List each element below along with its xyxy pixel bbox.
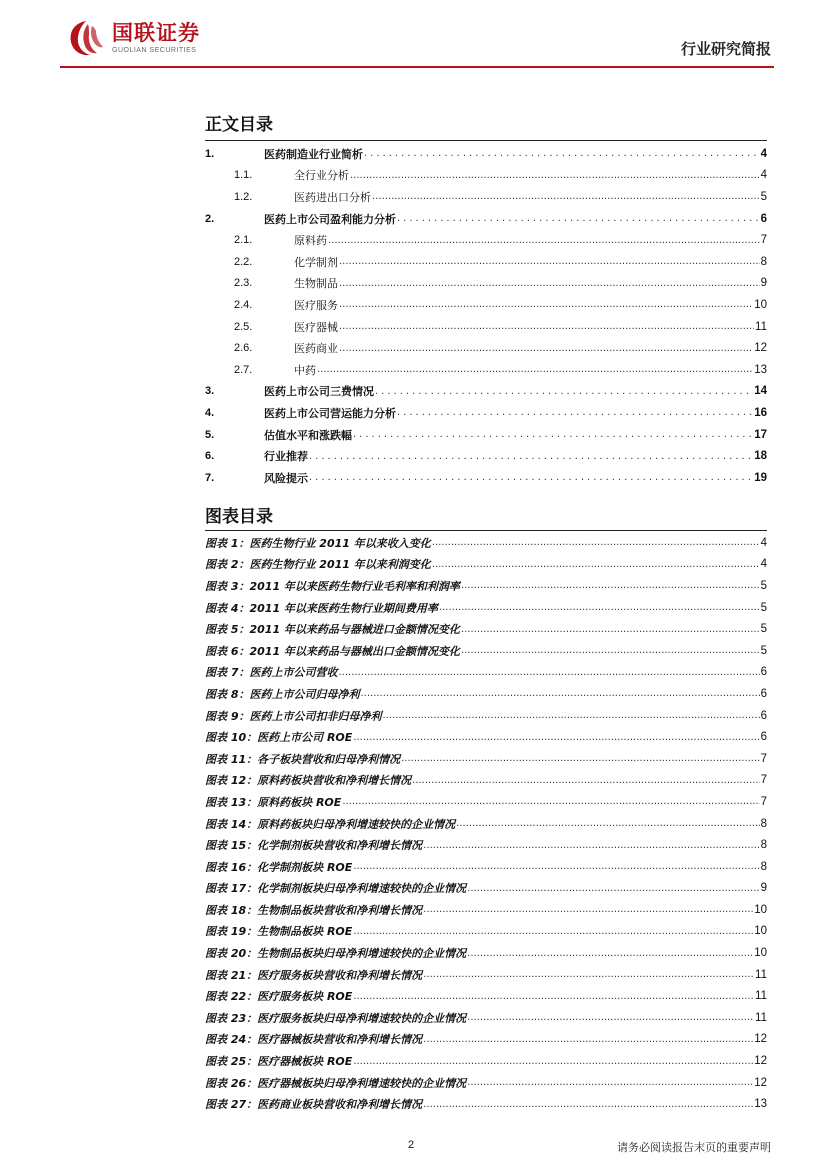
entry-label[interactable]: 原料药 (294, 234, 327, 248)
entry-label[interactable]: 图表 5：2011 年以来药品与器械进口金额情况变化 (205, 623, 460, 637)
entry-page-number: 8 (760, 817, 767, 830)
entry-page-number: 4 (760, 169, 767, 182)
entry-page-number: 9 (760, 277, 767, 290)
entry-page-number: 12 (754, 1033, 767, 1046)
entry-page-number: 5 (760, 601, 767, 614)
toc-chapter-entry[interactable] (205, 445, 767, 467)
dot-leader (423, 1099, 753, 1110)
dot-leader (467, 1077, 753, 1088)
dot-leader (353, 1056, 753, 1067)
figure-entry[interactable] (205, 597, 767, 619)
toc-chapter-entry[interactable] (205, 402, 767, 424)
entry-page-number: 8 (760, 839, 767, 852)
entry-label[interactable]: 医药上市公司三费情况 (264, 385, 374, 399)
entry-page-number: 11 (755, 968, 767, 981)
guolian-logo-icon (66, 18, 106, 58)
entry-page-number: 7 (760, 795, 767, 808)
entry-label[interactable]: 风险提示 (264, 471, 308, 485)
header-divider (60, 66, 774, 68)
entry-page-number: 11 (755, 1011, 767, 1024)
entry-page-number: 10 (754, 903, 767, 916)
dot-leader (467, 883, 759, 894)
dot-leader (339, 299, 753, 310)
figure-entry[interactable] (205, 1050, 767, 1072)
entry-number: 1.2. (234, 190, 253, 203)
entry-page-number: 8 (760, 255, 767, 268)
dot-leader (397, 407, 753, 418)
figures-title: 图表目录 (205, 507, 273, 527)
entry-label[interactable]: 图表 24：医疗器械板块营收和净利增长情况 (205, 1033, 423, 1047)
figure-entry[interactable] (205, 985, 767, 1007)
figure-entry[interactable] (205, 921, 767, 943)
dot-leader (439, 602, 760, 613)
entry-label[interactable]: 图表 4：2011 年以来医药生物行业期间费用率 (205, 601, 438, 615)
entry-page-number: 4 (760, 536, 767, 549)
page-number: 2 (408, 1139, 415, 1151)
dot-leader (353, 732, 759, 743)
toc-title: 正文目录 (205, 115, 273, 135)
entry-page-number: 19 (754, 471, 767, 484)
entry-page-number: 12 (754, 1076, 767, 1089)
figure-entry[interactable] (205, 834, 767, 856)
toc-section-entry[interactable] (205, 186, 767, 208)
entry-page-number: 18 (754, 450, 767, 463)
entry-number: 4. (205, 406, 215, 419)
entry-number: 1. (205, 147, 215, 160)
toc-chapter-entry[interactable] (205, 143, 767, 165)
figure-entry[interactable] (205, 1072, 767, 1094)
figure-entry[interactable] (205, 791, 767, 813)
figure-entry[interactable] (205, 532, 767, 554)
entry-label[interactable]: 图表 8：医药上市公司归母净利 (205, 687, 360, 701)
entry-page-number: 6 (760, 666, 767, 679)
dot-leader (432, 537, 760, 548)
entry-page-number: 5 (760, 644, 767, 657)
entry-label[interactable]: 医疗服务 (294, 298, 338, 312)
toc-section-entry[interactable] (205, 294, 767, 316)
dot-leader (461, 580, 760, 591)
entry-label[interactable]: 图表 21：医疗服务板块营收和净利增长情况 (205, 968, 423, 982)
dot-leader (339, 343, 753, 354)
entry-label[interactable]: 图表 11：各子板块营收和归母净利情况 (205, 752, 401, 766)
toc-section-entry[interactable] (205, 229, 767, 251)
entry-page-number: 5 (760, 190, 767, 203)
entry-label[interactable]: 图表 25：医疗器械板块 ROE (205, 1055, 353, 1069)
entry-number: 2.2. (234, 255, 253, 268)
figure-entry[interactable] (205, 1093, 767, 1115)
dot-leader (401, 753, 759, 764)
figure-entry[interactable] (205, 662, 767, 684)
toc-divider (205, 140, 767, 141)
entry-label[interactable]: 图表 1：医药生物行业 2011 年以来收入变化 (205, 536, 431, 550)
disclaimer-note: 请务必阅读报告末页的重要声明 (617, 1141, 771, 1154)
entry-number: 5. (205, 428, 215, 441)
entry-label[interactable]: 图表 18：生物制品板块营收和净利增长情况 (205, 903, 423, 917)
toc-section-entry[interactable] (205, 165, 767, 187)
entry-label[interactable]: 生物制品 (294, 277, 338, 291)
toc-chapter-entry[interactable] (205, 467, 767, 489)
dot-leader (456, 818, 759, 829)
figure-entry[interactable] (205, 575, 767, 597)
dot-leader (364, 148, 760, 159)
entry-label[interactable]: 估值水平和涨跌幅 (264, 428, 352, 442)
dot-leader (317, 364, 753, 375)
entry-page-number: 4 (760, 558, 767, 571)
toc-section-entry[interactable] (205, 337, 767, 359)
entry-label[interactable]: 图表 15：化学制剂板块营收和净利增长情况 (205, 839, 423, 853)
entry-label[interactable]: 中药 (294, 363, 316, 377)
entry-number: 7. (205, 471, 215, 484)
entry-label[interactable]: 图表 3：2011 年以来医药生物行业毛利率和利润率 (205, 579, 460, 593)
dot-leader (423, 1034, 753, 1045)
figure-entry[interactable] (205, 770, 767, 792)
entry-page-number: 4 (760, 147, 767, 160)
figure-entry[interactable] (205, 683, 767, 705)
figures-divider (205, 530, 767, 531)
entry-label[interactable]: 行业推荐 (264, 450, 308, 464)
toc-section-entry[interactable] (205, 316, 767, 338)
figure-entry[interactable] (205, 726, 767, 748)
dot-leader (353, 926, 753, 937)
dot-leader (328, 235, 760, 246)
dot-leader (339, 256, 760, 267)
entry-label[interactable]: 医药进出口分析 (294, 190, 371, 204)
figures-list (205, 532, 767, 1115)
entry-page-number: 6 (760, 212, 767, 225)
entry-number: 1.1. (234, 169, 253, 182)
toc-section-entry[interactable] (205, 359, 767, 381)
figure-entry[interactable] (205, 964, 767, 986)
figure-entry[interactable] (205, 705, 767, 727)
entry-label[interactable]: 图表 14：原料药板块归母净利增速较快的企业情况 (205, 817, 456, 831)
entry-label[interactable]: 图表 13：原料药板块 ROE (205, 795, 342, 809)
entry-page-number: 12 (754, 342, 767, 355)
dot-leader (339, 278, 760, 289)
entry-label[interactable]: 全行业分析 (294, 169, 349, 183)
page-header (0, 0, 827, 70)
entry-page-number: 6 (760, 709, 767, 722)
dot-leader (382, 710, 759, 721)
figure-entry[interactable] (205, 640, 767, 662)
dot-leader (372, 191, 760, 202)
entry-number: 2.3. (234, 277, 253, 290)
entry-label[interactable]: 图表 26：医疗器械板块归母净利增速较快的企业情况 (205, 1076, 467, 1090)
toc-chapter-entry[interactable] (205, 424, 767, 446)
entry-label[interactable]: 医药上市公司营运能力分析 (264, 406, 396, 420)
entry-number: 2.4. (234, 298, 253, 311)
entry-page-number: 7 (760, 774, 767, 787)
entry-number: 6. (205, 450, 215, 463)
entry-page-number: 5 (760, 579, 767, 592)
dot-leader (353, 991, 754, 1002)
dot-leader (423, 840, 759, 851)
entry-label[interactable]: 图表 22：医疗服务板块 ROE (205, 990, 353, 1004)
report-type-title: 行业研究简报 (680, 40, 771, 58)
entry-page-number: 9 (760, 882, 767, 895)
dot-leader (353, 429, 753, 440)
toc-section-entry[interactable] (205, 251, 767, 273)
dot-leader (339, 321, 754, 332)
entry-page-number: 17 (754, 428, 767, 441)
dot-leader (423, 904, 753, 915)
dot-leader (309, 472, 753, 483)
entry-label[interactable]: 图表 27：医药商业板块营收和净利增长情况 (205, 1098, 423, 1112)
dot-leader (432, 559, 760, 570)
entry-page-number: 8 (760, 860, 767, 873)
figure-entry[interactable] (205, 942, 767, 964)
logo-chinese-text: 国联证券 (112, 20, 200, 45)
entry-label[interactable]: 图表 12：原料药板块营收和净利增长情况 (205, 774, 412, 788)
entry-label[interactable]: 图表 7：医药上市公司营收 (205, 666, 338, 680)
dot-leader (397, 213, 760, 224)
logo-english-text: GUOLIAN SECURITIES (112, 46, 197, 54)
figure-entry[interactable] (205, 618, 767, 640)
dot-leader (467, 948, 753, 959)
entry-page-number: 7 (760, 234, 767, 247)
entry-page-number: 14 (754, 385, 767, 398)
dot-leader (467, 1012, 754, 1023)
dot-leader (461, 645, 760, 656)
entry-page-number: 6 (760, 687, 767, 700)
entry-label[interactable]: 医疗器械 (294, 320, 338, 334)
entry-label[interactable]: 图表 16：化学制剂板块 ROE (205, 860, 353, 874)
entry-number: 3. (205, 385, 215, 398)
dot-leader (360, 688, 759, 699)
entry-label[interactable]: 图表 10：医药上市公司 ROE (205, 731, 353, 745)
dot-leader (375, 386, 753, 397)
entry-label[interactable]: 图表 9：医药上市公司扣非归母净利 (205, 709, 382, 723)
entry-label[interactable]: 图表 6：2011 年以来药品与器械出口金额情况变化 (205, 644, 460, 658)
dot-leader (353, 861, 759, 872)
toc-list (205, 143, 767, 489)
dot-leader (412, 775, 759, 786)
toc-section-entry[interactable] (205, 273, 767, 295)
dot-leader (338, 667, 759, 678)
entry-number: 2.7. (234, 363, 253, 376)
figure-entry[interactable] (205, 748, 767, 770)
entry-label[interactable]: 医药制造业行业简析 (264, 147, 363, 161)
entry-number: 2. (205, 212, 215, 225)
entry-label[interactable]: 图表 20：生物制品板块归母净利增速较快的企业情况 (205, 947, 467, 961)
figure-entry[interactable] (205, 899, 767, 921)
entry-page-number: 10 (754, 925, 767, 938)
entry-page-number: 12 (754, 1055, 767, 1068)
figure-entry[interactable] (205, 554, 767, 576)
figure-entry[interactable] (205, 856, 767, 878)
entry-number: 2.1. (234, 234, 253, 247)
dot-leader (461, 624, 760, 635)
entry-page-number: 13 (754, 1098, 767, 1111)
dot-leader (342, 796, 759, 807)
entry-number: 2.6. (234, 342, 253, 355)
figure-entry[interactable] (205, 1029, 767, 1051)
entry-label[interactable]: 医药商业 (294, 342, 338, 356)
entry-page-number: 7 (760, 752, 767, 765)
dot-leader (423, 969, 754, 980)
entry-page-number: 16 (754, 406, 767, 419)
entry-page-number: 13 (754, 363, 767, 376)
figure-entry[interactable] (205, 878, 767, 900)
dot-leader (309, 451, 753, 462)
figure-entry[interactable] (205, 1007, 767, 1029)
company-logo (66, 18, 200, 58)
entry-page-number: 11 (755, 990, 767, 1003)
figure-entry[interactable] (205, 813, 767, 835)
entry-label[interactable]: 图表 23：医疗服务板块归母净利增速较快的企业情况 (205, 1011, 467, 1025)
dot-leader (350, 170, 760, 181)
toc-chapter-entry[interactable] (205, 381, 767, 403)
toc-chapter-entry[interactable] (205, 208, 767, 230)
entry-page-number: 5 (760, 623, 767, 636)
entry-label[interactable]: 图表 19：生物制品板块 ROE (205, 925, 353, 939)
entry-page-number: 10 (754, 298, 767, 311)
entry-number: 2.5. (234, 320, 253, 333)
entry-label[interactable]: 图表 17：化学制剂板块归母净利增速较快的企业情况 (205, 882, 467, 896)
entry-page-number: 11 (755, 320, 767, 333)
entry-label[interactable]: 医药上市公司盈利能力分析 (264, 212, 396, 226)
entry-page-number: 10 (754, 947, 767, 960)
entry-page-number: 6 (760, 731, 767, 744)
entry-label[interactable]: 图表 2：医药生物行业 2011 年以来利润变化 (205, 558, 431, 572)
entry-label[interactable]: 化学制剂 (294, 255, 338, 269)
